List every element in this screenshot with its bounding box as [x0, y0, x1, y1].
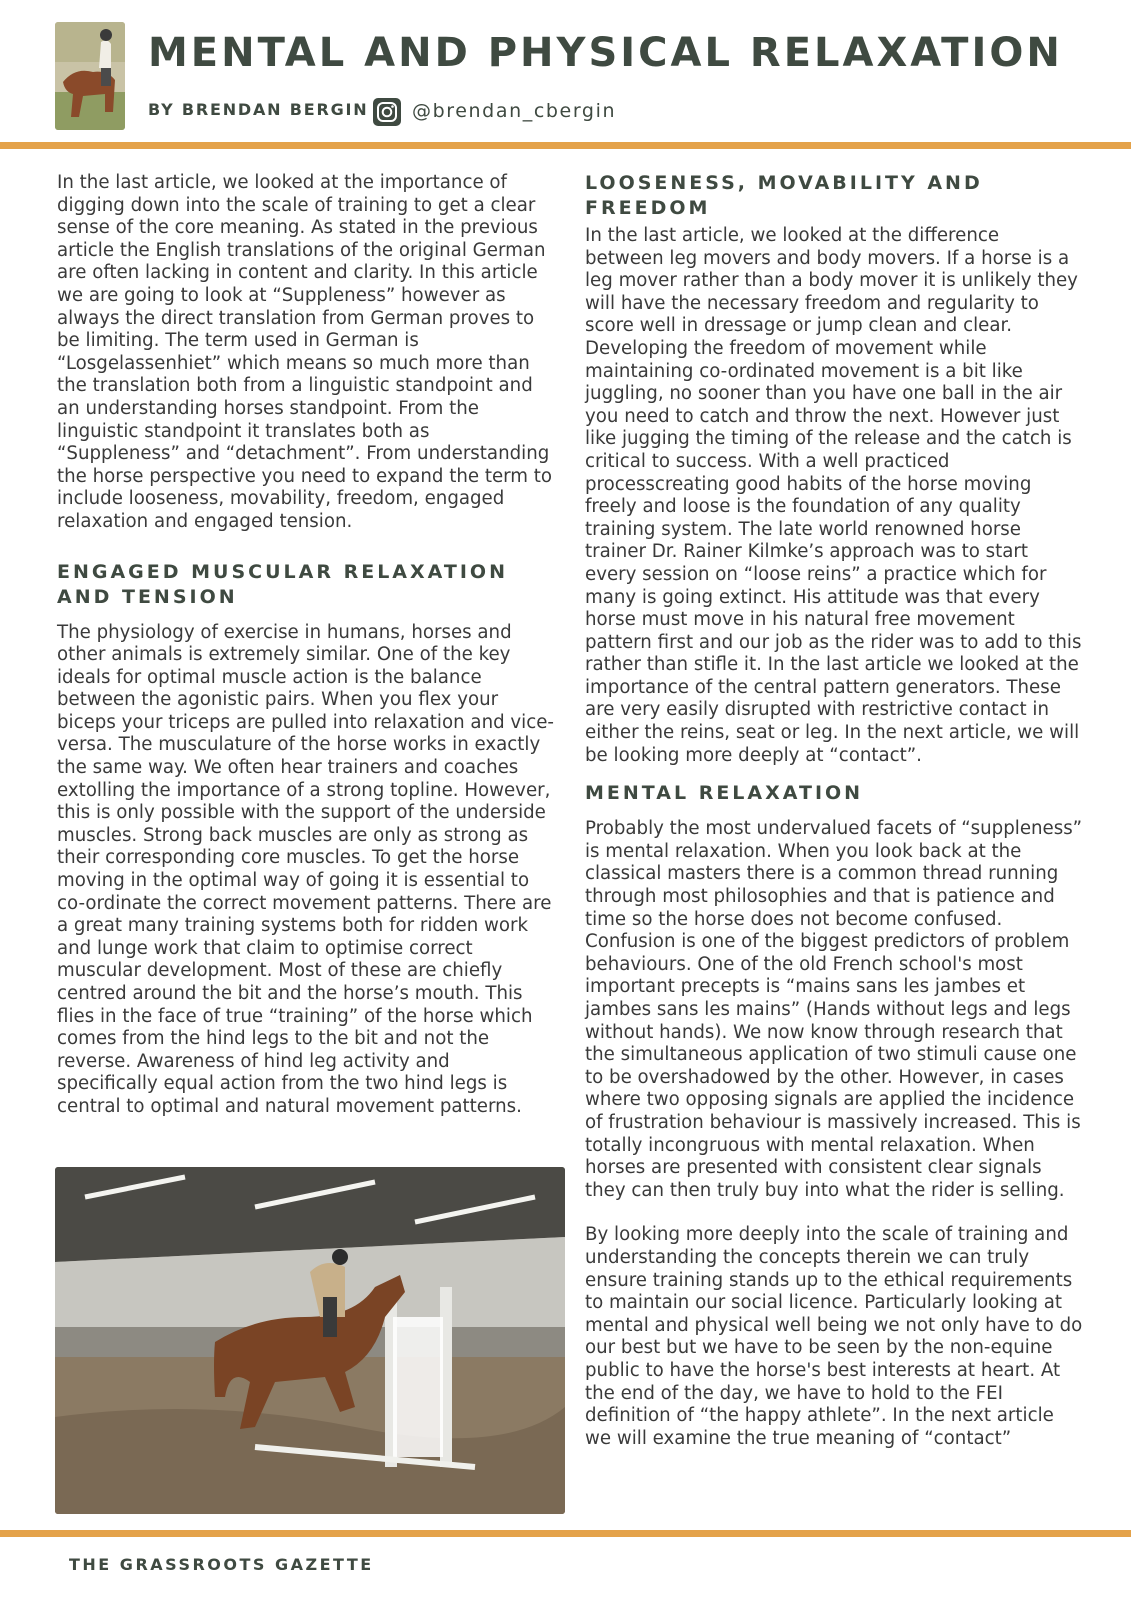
- author-byline: BY BRENDAN BERGIN: [148, 100, 369, 119]
- instagram-icon: [373, 98, 401, 126]
- footer-divider: [0, 1530, 1131, 1537]
- publication-name: THE GRASSROOTS GAZETTE: [69, 1555, 374, 1574]
- section-body-mental-relaxation: Probably the most undervalued facets of “suppleness” is mental relaxation. When you look back at the classical masters there is a common thread running through most philosophies and that is patience and time so the horse does not become confused. Confusion is one of the biggest predictors of problem behaviours. One of the old French school's most important precepts is “mains sans les jambes et jambes sans les mains” (Hands without legs and legs without hands). We now know through research that the simultaneous application of two stimuli cause one to be overshadowed by the other. However, in cases where two opposing signals are applied the incidence of frustration behaviour is massively increased. This is totally incongruous with mental relaxation. When horses are presented with consistent clear signals they can then truly buy into what the rider is selling.: [585, 818, 1083, 1201]
- section-body-looseness: In the last article, we looked at the difference between leg movers and body movers. If a horse is a leg mover rather than a body mover it is unlikely they will have the necessary freedom and regularity to score well in dressage or jump clean and clear. Developing the freedom of movement while maintaining co-ordinated movement is a bit like juggling, no sooner than you have one ball in the air you need to catch and throw the next. However just like jugging the timing of the release and the catch is critical to success. With a well practiced processcreating good habits of the horse moving freely and loose is the foundation of any quality training system. The late world renowned horse trainer Dr. Rainer Kilmke’s approach was to start every session on “loose reins” a practice which for many is going extinct. His attitude was that every horse must move in his natural free movement pattern first and our job as the rider was to add to this rather than stifle it. In the last article we looked at the importance of the central pattern generators. These are very easily disrupted with restrictive contact in either the reins, seat or leg. In the next article, we will be looking more deeply at “contact”.: [585, 225, 1082, 766]
- header-divider: [0, 142, 1131, 149]
- section-heading-mental-relaxation: MENTAL RELAXATION: [585, 782, 864, 805]
- article-title: MENTAL AND PHYSICAL RELAXATION: [148, 30, 1063, 76]
- right-column: [585, 171, 1083, 1464]
- section-heading-looseness: LOOSENESS, MOVABILITY AND FREEDOM: [585, 172, 983, 219]
- article-header: [0, 0, 1131, 150]
- left-column: [57, 172, 555, 1133]
- intro-paragraph: In the last article, we looked at the importance of digging down into the scale of training to get a clear sense of the core meaning. As stated in the previous article the English translations of the original German are often lacking in content and clarity. In this article we are going to look at “Suppleness” however as always the direct translation from German proves to be limiting. The term used in German is “Losgelassenhiet” which means so much more than the translation both from a linguistic standpoint and an understanding horses standpoint. From the linguistic standpoint it translates both as “Suppleness” and “detachment”. From understanding the horse perspective you need to expand the term to include looseness, movability, freedom, engaged relaxation and engaged tension.: [57, 172, 553, 532]
- section-heading-engaged-muscular: ENGAGED MUSCULAR RELAXATION AND TENSION: [57, 560, 508, 608]
- section-body-engaged-muscular: The physiology of exercise in humans, horses and other animals is extremely similar. One of the key ideals for optimal muscle action is the balance between the agonistic pairs. When you flex your biceps your triceps are pulled into relaxation and vice-versa. The musculature of the horse works in exactly the same way. We often hear trainers and coaches extolling the importance of a strong topline. However, this is only possible with the support of the underside muscles. Strong back muscles are only as strong as their corresponding core muscles. To get the horse moving in the optimal way of going it is essential to co-ordinate the correct movement patterns. There are a great many training systems both for ridden work and lunge work that claim to optimise correct muscular development. Most of these are chiefly centred around the bit and the horse’s mouth. This flies in the face of true “training” of the horse which comes from the hind legs to the bit and not the reverse. Awareness of hind leg activity and specifically equal action from the two hind legs is central to optimal and natural movement patterns.: [57, 621, 554, 1117]
- author-portrait: [55, 22, 125, 130]
- closing-paragraph: By looking more deeply into the scale of training and understanding the concepts therein we can truly ensure training stands up to the ethical requirements to maintain our social licence. Particularly looking at mental and physical well being we not only have to do our best but we have to be seen by the non-equine public to have the horse's best interests at heart. At the end of the day, we have to hold to the FEI definition of “the happy athlete”. In the next article we will examine the true meaning of “contact”: [585, 1224, 1083, 1449]
- social-handle: @brendan_cbergin: [412, 100, 617, 122]
- show-jumping-photo: [55, 1167, 565, 1514]
